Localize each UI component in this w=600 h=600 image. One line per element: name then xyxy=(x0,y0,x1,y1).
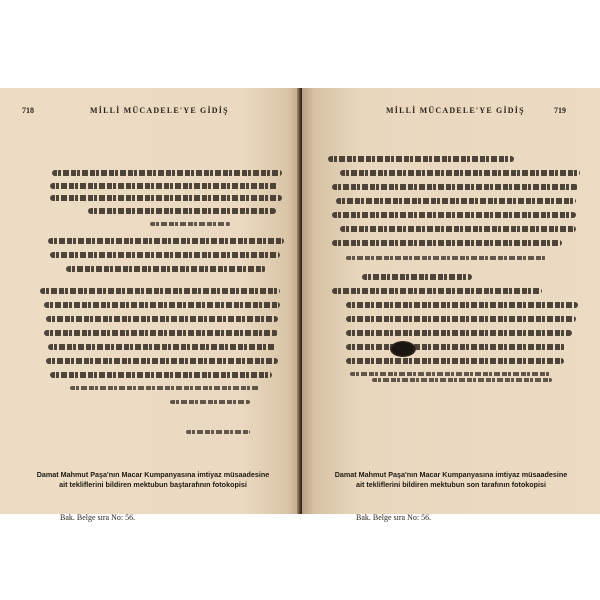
open-book xyxy=(0,88,600,522)
left-running-head: MİLLİ MÜCADELE'YE GİDİŞ xyxy=(90,106,229,115)
right-caption-line-1: Damat Mahmut Paşa'nın Macar Kumpanyasına imtiyaz müsaadesine xyxy=(334,470,568,479)
right-reference: Bak. Belge sıra No: 56. xyxy=(356,513,432,522)
right-caption-line-2: ait tekliflerini bildiren mektubun son tarafının fotokopisi xyxy=(355,479,547,489)
right-page-number: 719 xyxy=(554,106,566,115)
left-caption xyxy=(12,470,294,489)
ink-seal-mark xyxy=(390,341,416,357)
right-caption xyxy=(310,470,592,489)
right-running-head: MİLLİ MÜCADELE'YE GİDİŞ xyxy=(386,106,525,115)
left-caption-line-1: Damat Mahmut Paşa'nın Macar Kumpanyasına imtiyaz müsaadesine xyxy=(36,470,270,479)
left-page-number: 718 xyxy=(22,106,34,115)
left-page xyxy=(0,88,300,522)
left-caption-line-2: ait tekliflerini bildiren mektubun baştarafının fotokopisi xyxy=(59,479,247,489)
right-page xyxy=(302,88,600,522)
left-reference: Bak. Belge sıra No: 56. xyxy=(60,513,136,522)
